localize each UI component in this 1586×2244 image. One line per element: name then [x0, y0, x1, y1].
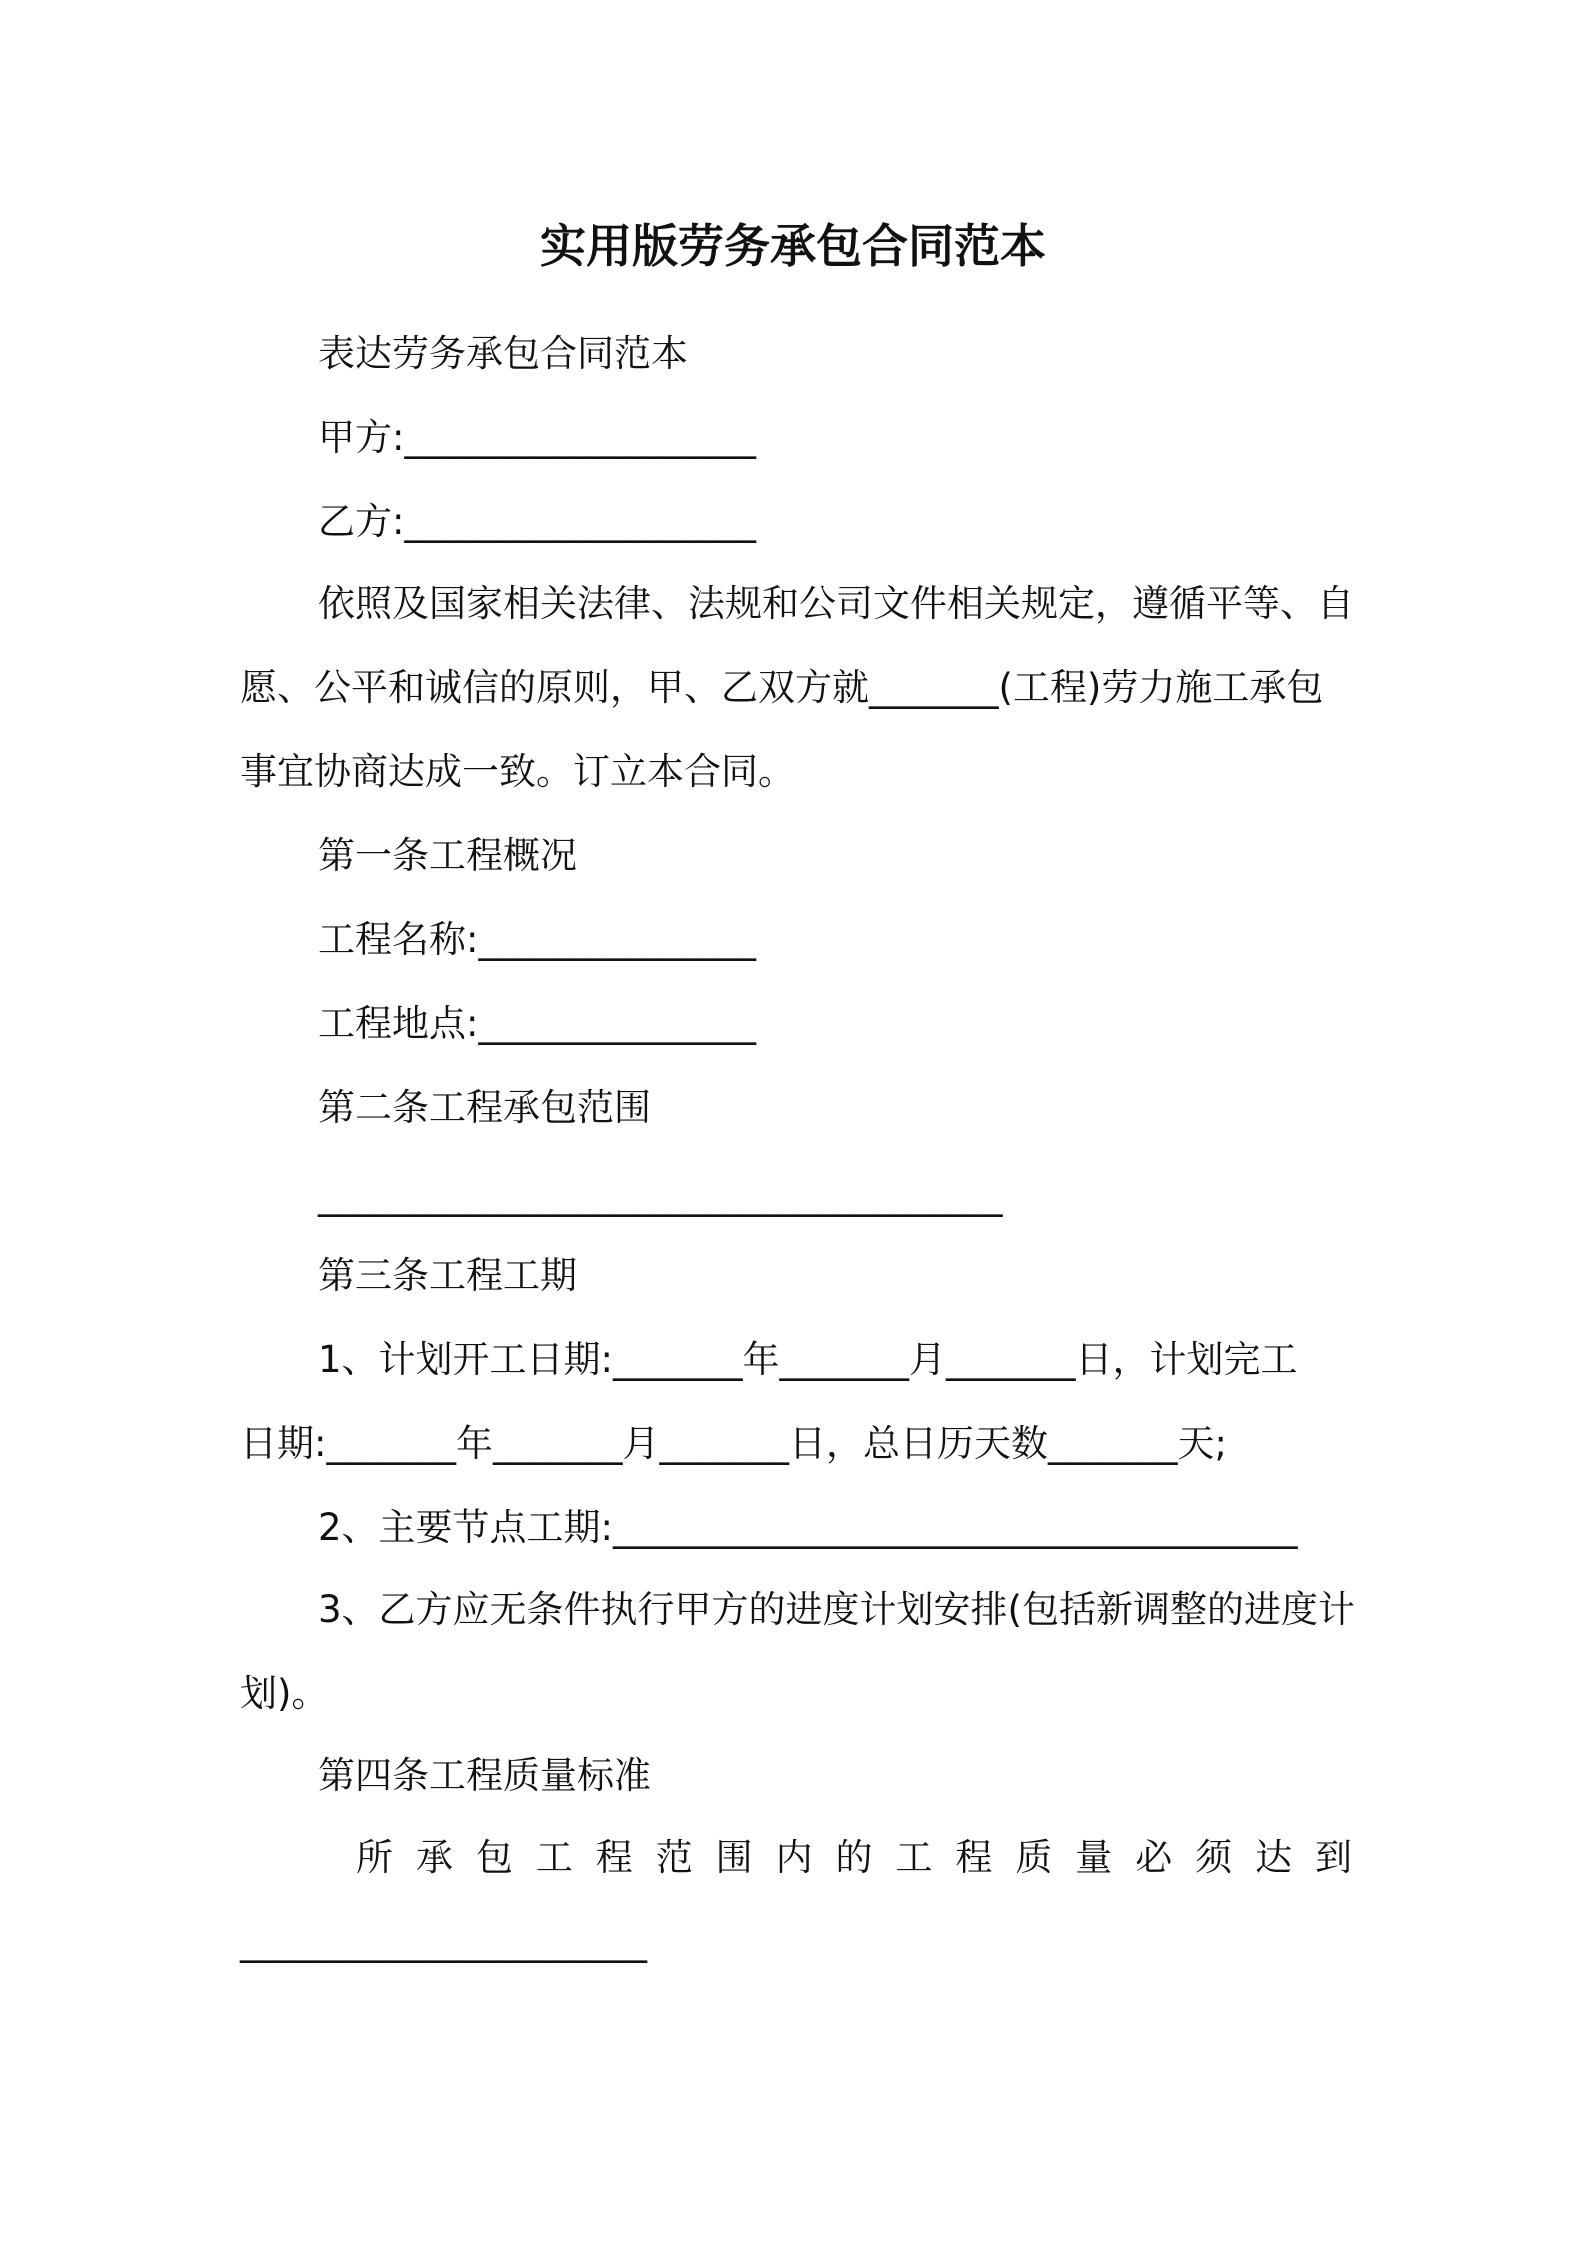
quality-char: 包 — [475, 1836, 513, 1879]
article-2-heading: 第二条工程承包范围 — [318, 1086, 651, 1129]
article-3-heading: 第三条工程工期 — [318, 1254, 577, 1297]
quality-standard-blank: ______________________ — [240, 1920, 647, 1963]
quality-char: 须 — [1195, 1836, 1233, 1879]
quality-char: 范 — [655, 1836, 693, 1879]
quality-char: 承 — [415, 1836, 453, 1879]
preamble-line-1: 依照及国家相关法律、法规和公司文件相关规定，遵循平等、自 — [318, 582, 1354, 625]
schedule-item-3-line-1: 3、乙方应无条件执行甲方的进度计划安排(包括新调整的进度计 — [318, 1588, 1355, 1631]
quality-char: 工 — [895, 1836, 933, 1879]
party-a-field: 甲方:___________________ — [318, 416, 756, 459]
quality-char: 围 — [715, 1836, 753, 1879]
quality-char: 的 — [835, 1836, 873, 1879]
document-title: 实用版劳务承包合同范本 — [540, 219, 1046, 273]
quality-char: 必 — [1135, 1836, 1173, 1879]
quality-standard-text — [356, 1832, 1352, 1884]
party-b-field: 乙方:___________________ — [318, 500, 756, 543]
scope-blank-line: _____________________________________ — [318, 1174, 1003, 1217]
schedule-item-1-line-1: 1、计划开工日期:_______年_______月_______日，计划完工 — [318, 1338, 1298, 1381]
quality-char: 量 — [1075, 1836, 1113, 1879]
schedule-item-3-line-2: 划)。 — [240, 1672, 329, 1715]
document-subtitle: 表达劳务承包合同范本 — [318, 332, 688, 375]
preamble-line-3: 事宜协商达成一致。订立本合同。 — [240, 750, 795, 793]
quality-char: 程 — [955, 1836, 993, 1879]
quality-char: 质 — [1015, 1836, 1053, 1879]
quality-char: 程 — [595, 1836, 633, 1879]
article-1-heading: 第一条工程概况 — [318, 834, 577, 877]
quality-char: 到 — [1315, 1836, 1352, 1879]
schedule-item-2: 2、主要节点工期:_____________________________________ — [318, 1506, 1298, 1549]
project-location-field: 工程地点:_______________ — [318, 1002, 756, 1045]
quality-char: 所 — [356, 1836, 393, 1879]
schedule-item-1-line-2: 日期:_______年_______月_______日，总日历天数_______天; — [240, 1422, 1227, 1465]
quality-char: 工 — [535, 1836, 573, 1879]
article-4-heading: 第四条工程质量标准 — [318, 1754, 651, 1797]
project-name-field: 工程名称:_______________ — [318, 918, 756, 961]
preamble-line-2: 愿、公平和诚信的原则，甲、乙双方就_______(工程)劳力施工承包 — [240, 666, 1324, 709]
quality-char: 内 — [775, 1836, 813, 1879]
quality-char: 达 — [1255, 1836, 1293, 1879]
